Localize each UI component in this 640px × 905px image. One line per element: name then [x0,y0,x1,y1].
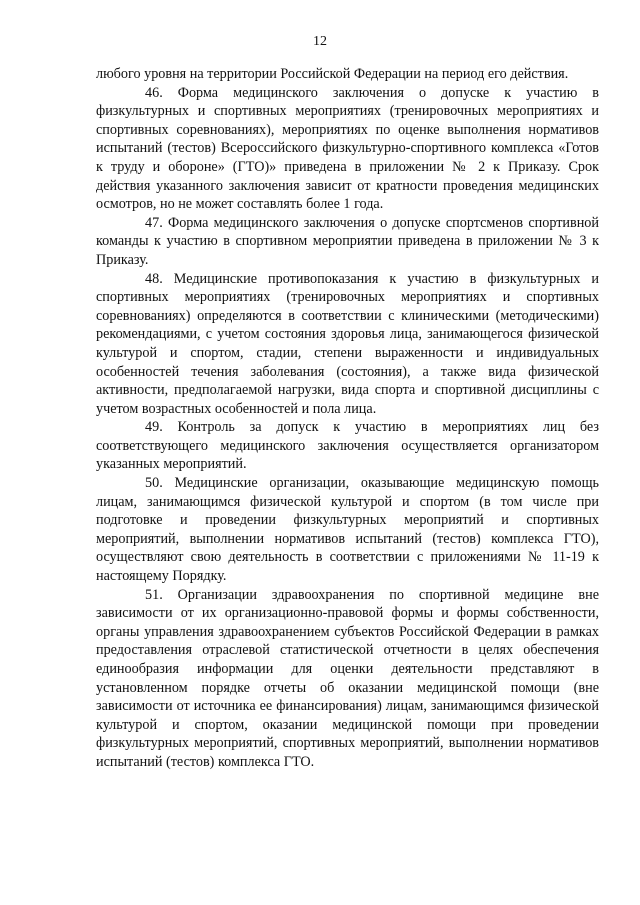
paragraph-48: 48. Медицинские противопоказания к участию в физкультурных и спортивных мероприятиях (тренировочных мероприятиях и спортивных соревнованиях) определяются в соответствии с клиническими (методическими) рекомендациями, с учетом состояния здоровья лица, занимающегося физической культурой и спортом, стадии, степени выраженности и индивидуальных особенностей течения заболевания (состояния), а также вида физической активности, предполагаемой нагрузки, вида спорта и спортивной дисциплины с учетом возрастных особенностей и пола лица. [96,270,599,417]
paragraph-46: 46. Форма медицинского заключения о допуске к участию в физкультурных и спортивных мероприятиях (тренировочных мероприятиях и спортивных соревнованиях), мероприятиях по оценке выполнения нормативов испытаний (тестов) Всероссийского физкультурно-спортивного комплекса «Готов к труду и обороне» (ГТО)» приведена в приложении № 2 к Приказу. Срок действия указанного заключения зависит от кратности проведения медицинских осмотров, но не может составлять более 1 года. [96,84,599,213]
page-number: 12 [313,34,327,49]
paragraph-47: 47. Форма медицинского заключения о допуске спортсменов спортивной команды к участию в спортивном мероприятии приведена в приложении № 3 к Приказу. [96,214,599,268]
paragraph-49: 49. Контроль за допуск к участию в мероприятиях лиц без соответствующего медицинского заключения осуществляется организатором указанных мероприятий. [96,419,599,473]
paragraph-50: 50. Медицинские организации, оказывающие медицинскую помощь лицам, занимающимся физической культурой и спортом (в том числе при подготовке и проведении физкультурных мероприятий и спортивных мероприятий, выполнении нормативов испытаний (тестов) комплекса ГТО), осуществляют свою деятельность в соответствии с приложениями № 11-19 к настоящему Порядку. [96,475,599,585]
paragraph-51: 51. Организации здравоохранения по спортивной медицине вне зависимости от их организационно-правовой формы и формы собственности, органы управления здравоохранением субъектов Российской Федерации в рамках предоставления отраслевой статистической отчетности в целях обеспечения единообразия информации для оценки деятельности представляют в установленном порядке отчеты об оказании медицинской помощи (вне зависимости от источника ее финансирования) лицам, занимающимся физической культурой и спортом, оказании медицинской помощи при проведении физкультурных мероприятий, спортивных мероприятий, выполнении нормативов испытаний (тестов) комплекса ГТО. [96,586,599,770]
paragraph-continuation: любого уровня на территории Российской Федерации на период его действия. [96,66,569,82]
document-body [96,65,599,772]
